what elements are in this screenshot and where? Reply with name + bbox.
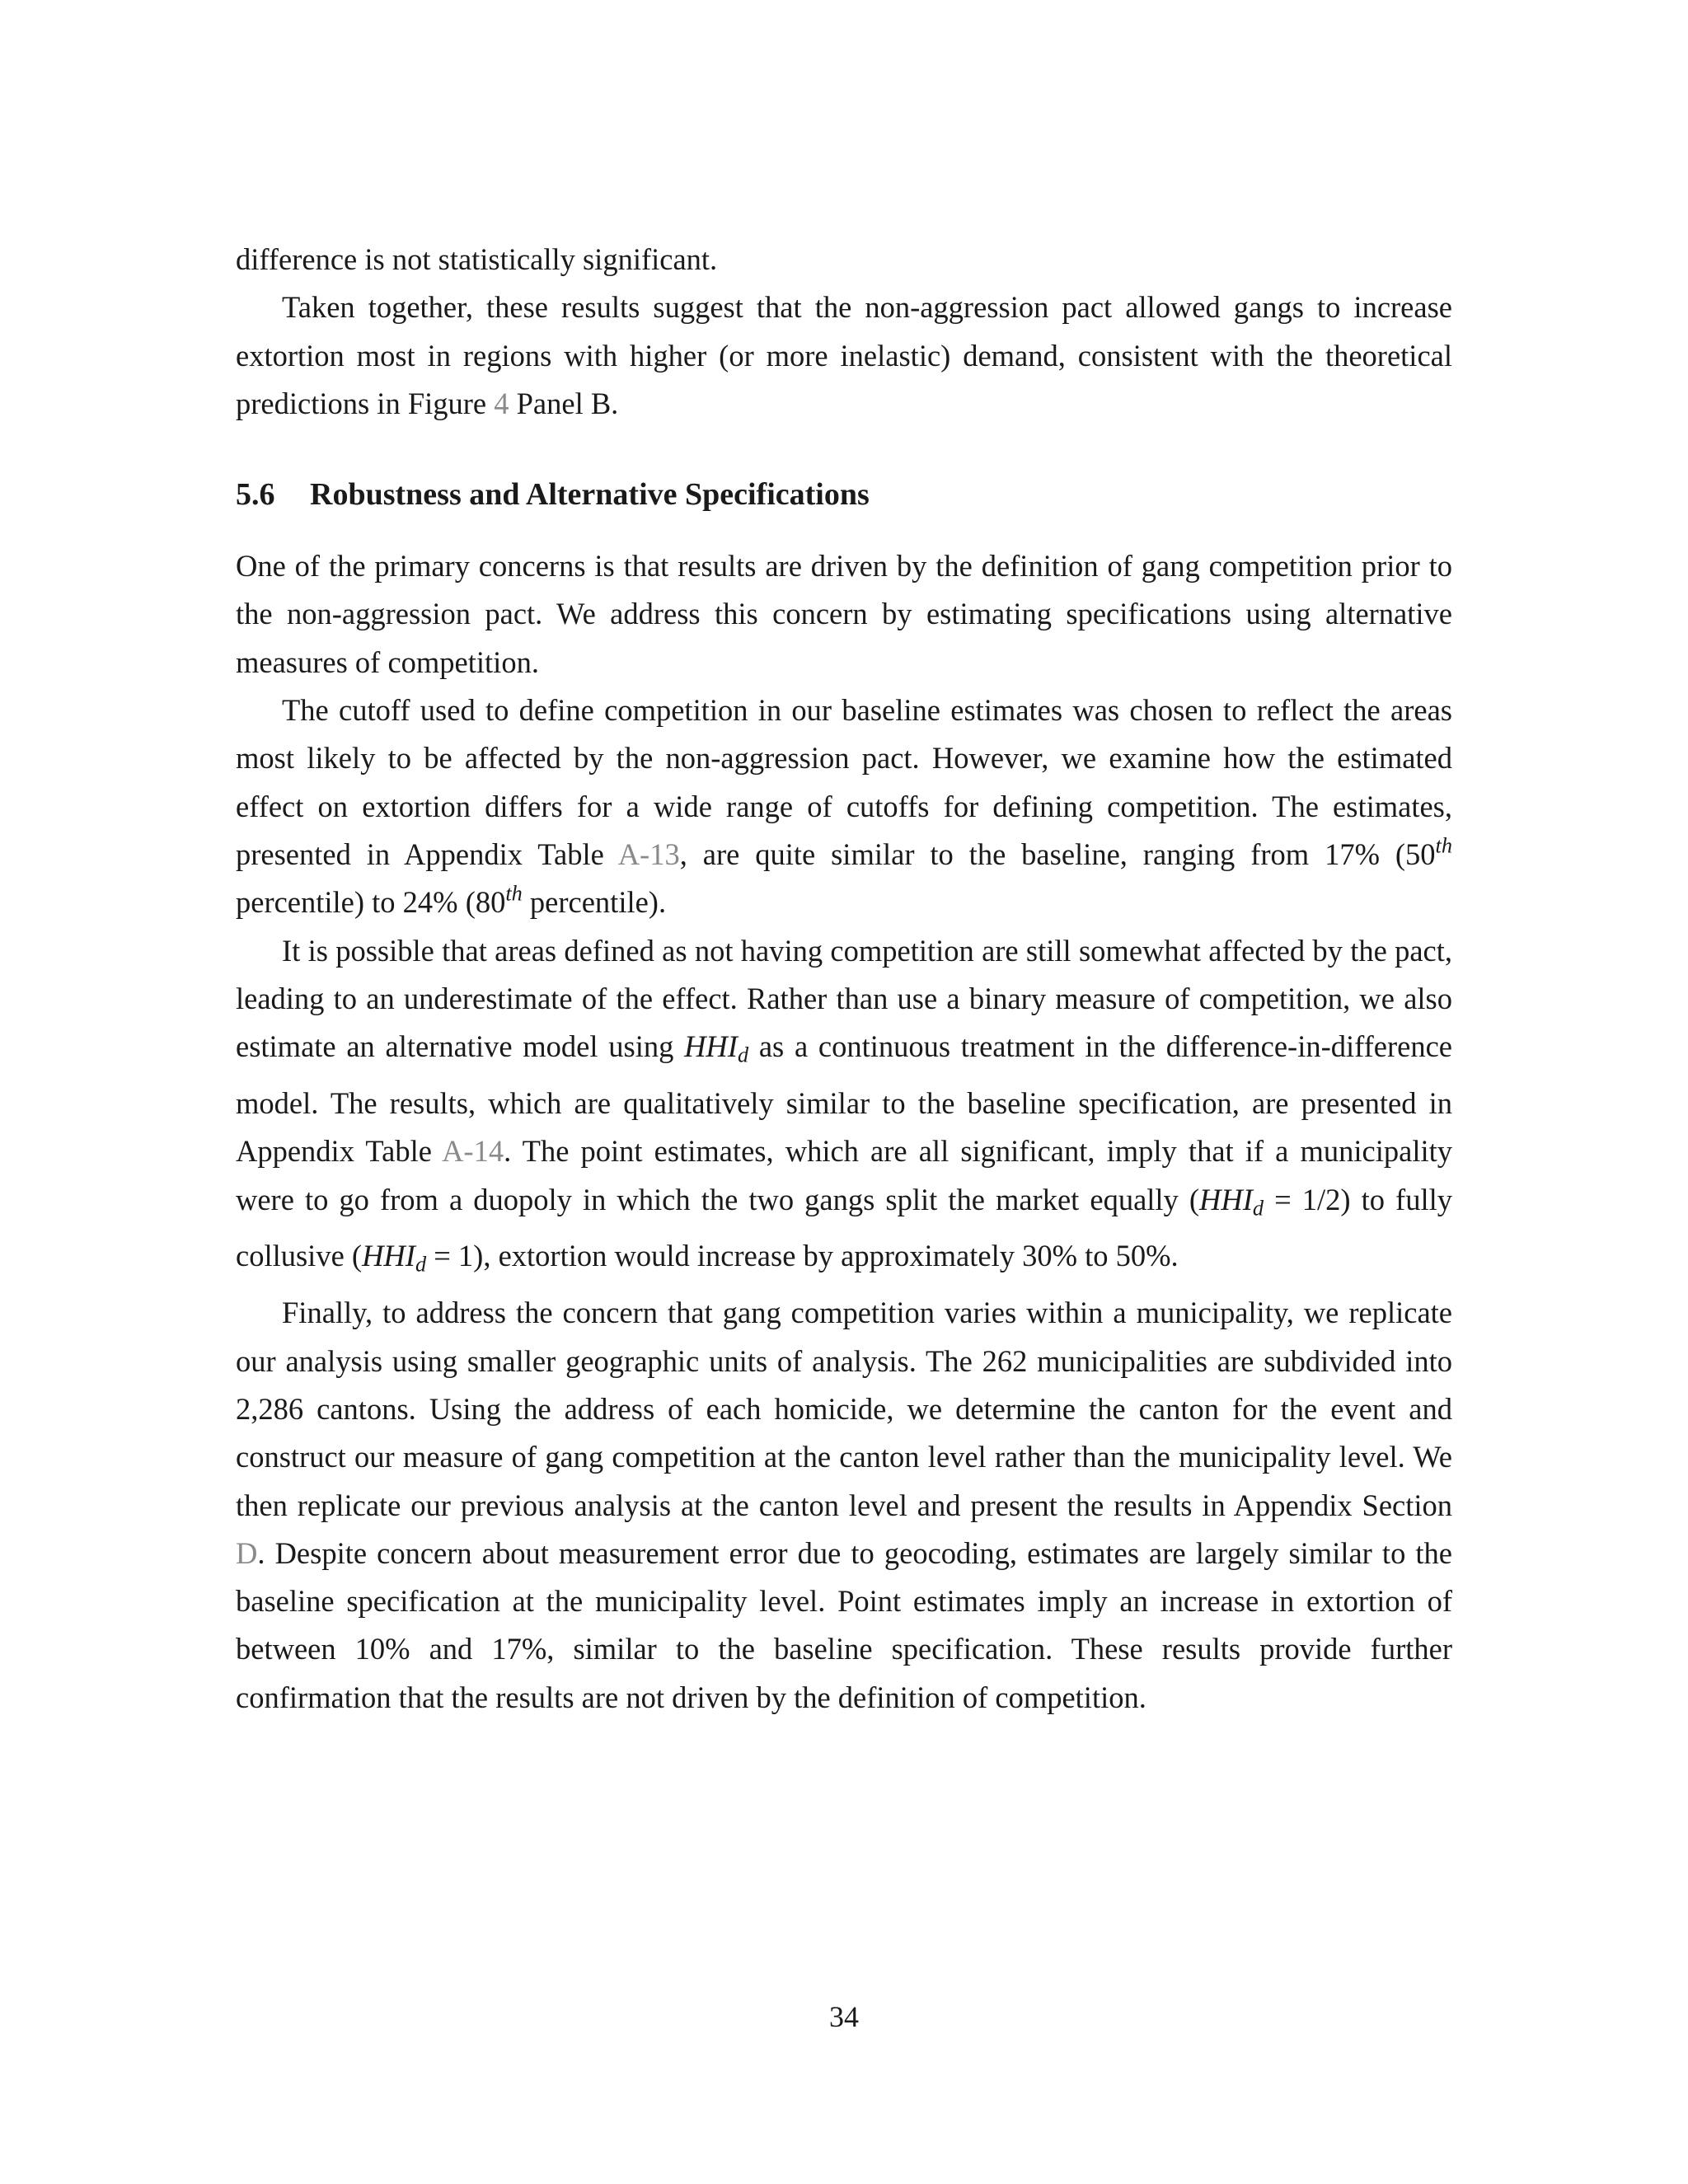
math-equation: = 1/2 [1264, 1182, 1341, 1216]
paragraph-text: . The point estimates, which are all significant, imply that if a municipality were to go from a duopoly in which the two gangs split the market equally ( [236, 1134, 1452, 1216]
paragraph-text: difference is not statistically significant. [236, 242, 718, 276]
paragraph-text: It is possible that areas defined as not having competition are still somewhat affected by the pact, leading to an underestimate of the effect. Rather than use a binary measure of competition, we also estimate an alternative model using [236, 933, 1452, 1064]
math-hhi: $HHI_d$ [362, 1239, 427, 1277]
superscript-ordinal: th [1435, 833, 1452, 858]
section-title: Robustness and Alternative Specifications [310, 477, 870, 513]
paragraph-text: One of the primary concerns is that results are driven by the definition of gang competition prior to the non-aggression pact. We address this concern by estimating specifications using alternative measures of competition. [236, 549, 1452, 679]
paragraph-continuous-treatment [236, 927, 1452, 1290]
paragraph-text: , are quite similar to the baseline, ranging from 17% (50 [679, 837, 1436, 871]
paragraph-concerns [236, 542, 1452, 687]
paragraph-text: Taken together, these results suggest that the non-aggression pact allowed gangs to increase extortion most in regions with higher (or more inelastic) demand, consistent with the theoretical predictions in Figure [236, 290, 1452, 420]
math-hhi: $HHI_d$ [1199, 1182, 1264, 1221]
math-equation: = 1 [426, 1239, 474, 1273]
superscript-ordinal: th [505, 881, 523, 906]
paragraph-text: as a continuous treatment in the difference-in-difference model. The results, which are qualitatively similar to the baseline specification, are presented in Appendix Table [236, 1029, 1452, 1169]
paragraph-text: ) to fully collusive ( [236, 1182, 1452, 1273]
figure-reference-link[interactable]: 4 [494, 386, 509, 420]
section-heading [236, 471, 1452, 518]
paragraph-text: The cutoff used to define competition in our baseline estimates was chosen to reflect the areas most likely to be affected by the non-aggression pact. However, we examine how the estimated effect on extortion differs for a wide range of cutoffs for defining competition. The estimates, presented in Appendix Table [236, 693, 1452, 871]
paragraph-continued [236, 236, 1452, 284]
math-hhi: $HHI_d$ [684, 1029, 749, 1067]
appendix-reference-link[interactable]: D [236, 1535, 258, 1570]
paragraph-text: Finally, to address the concern that gang competition varies within a municipality, we replicate our analysis using smaller geographic units of analysis. The 262 municipalities are subdivided into 2,286 cantons. Using the address of each homicide, we determine the canton for the event and construct our measure of gang competition at the canton level rather than the municipality level. We then replicate our previous analysis at the canton level and present the results in Appendix Section [236, 1296, 1452, 1522]
paragraph-cutoff [236, 687, 1452, 926]
paragraph-text: Panel B. [509, 386, 619, 420]
paragraph-text: ), extortion would increase by approximately 30% to 50%. [473, 1239, 1179, 1273]
table-reference-link[interactable]: A-13 [617, 837, 680, 871]
paragraph-text: percentile) to 24% (80 [236, 885, 506, 920]
page-number: 34 [829, 2000, 859, 2033]
table-reference-link[interactable]: A-14 [442, 1134, 504, 1169]
paragraph-summary [236, 284, 1452, 428]
paragraph-canton-analysis [236, 1289, 1452, 1722]
page-body [236, 236, 1452, 1722]
paragraph-text: percentile). [522, 885, 667, 920]
section-number: 5.6 [236, 477, 275, 513]
paragraph-text: . Despite concern about measurement error due to geocoding, estimates are largely similar to the baseline specification at the municipality level. Point estimates imply an increase in extortion of between 10% and 17%, similar to the baseline specification. These results provide further confirmation that the results are not driven by the definition of competition. [236, 1535, 1452, 1714]
